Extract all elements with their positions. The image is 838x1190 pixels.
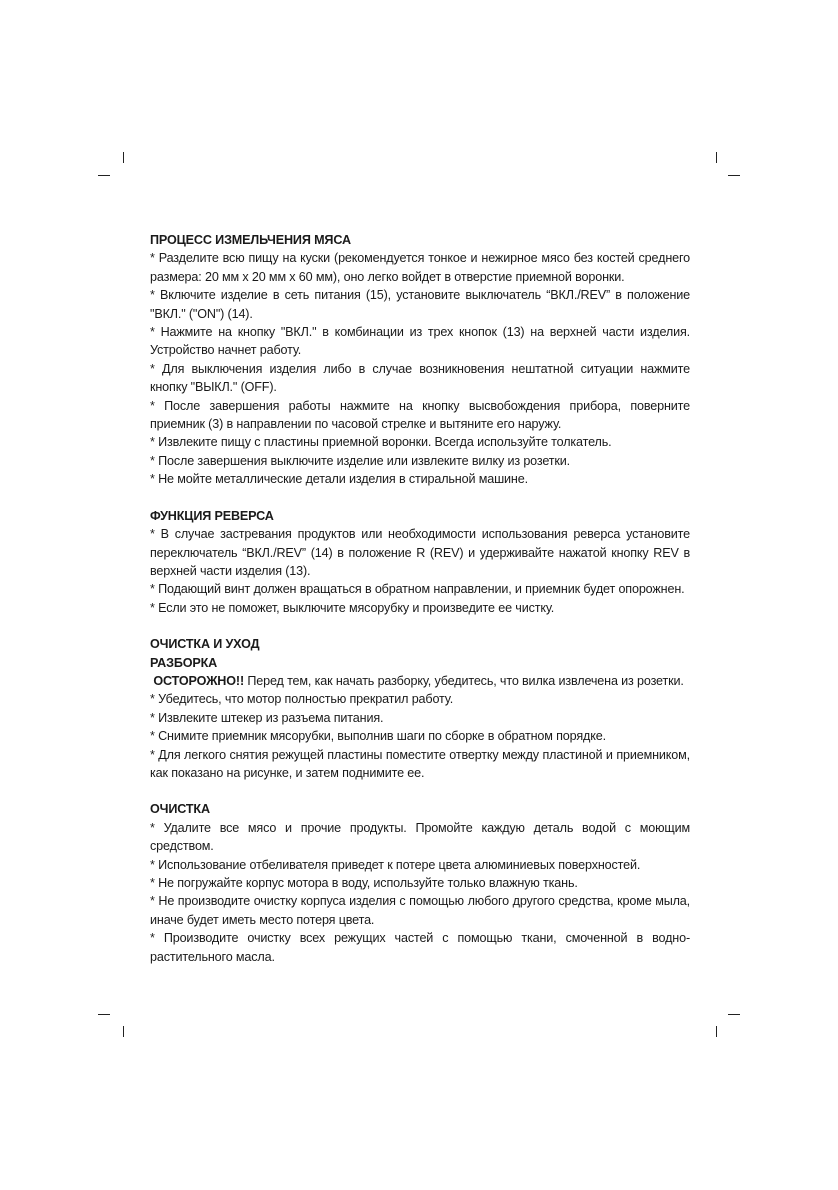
section-title: ОЧИСТКА И УХОД [150, 637, 260, 652]
list-item: * Для легкого снятия режущей пластины поместите отвертку между пластиной и приемником, как показано на рисунке, и затем поднимите ее. [150, 747, 690, 780]
document-body [150, 231, 690, 966]
crop-mark-bottom-left-horizontal [98, 1014, 110, 1015]
list-item: * Извлеките штекер из разъема питания. [150, 710, 384, 725]
list-item: * Производите очистку всех режущих частей с помощью ткани, смоченной в водно-растительного масла. [150, 931, 690, 964]
section-meat-grinding [150, 231, 690, 489]
section-spacer [150, 489, 690, 507]
section-spacer [150, 617, 690, 635]
warning-label: ОСТОРОЖНО!! [153, 673, 244, 688]
list-item: * Снимите приемник мясорубки, выполнив шаги по сборке в обратном порядке. [150, 729, 606, 744]
section-cleaning-care [150, 635, 690, 782]
section-title: ПРОЦЕСС ИЗМЕЛЬЧЕНИЯ МЯСА [150, 233, 351, 247]
section-spacer [150, 782, 690, 800]
list-item: * После завершения работы нажмите на кнопку высвобождения прибора, поверните приемник (3) в направлении по часовой стрелке и вытяните его наружу. [150, 398, 690, 432]
list-item: * Разделите всю пищу на куски (рекомендуется тонкое и нежирное мясо без костей среднего размера: 20 мм х 20 мм х 60 мм), оно легко войдет в отверстие приемной воронки. [150, 251, 690, 284]
list-item: * Удалите все мясо и прочие продукты. Промойте каждую деталь водой с моющим средством. [150, 820, 690, 854]
crop-mark-top-left-horizontal [98, 175, 110, 176]
list-item: * Использование отбеливателя приведет к потере цвета алюминиевых поверхностей. [150, 857, 641, 872]
list-item: * Если это не поможет, выключите мясорубку и произведите ее чистку. [150, 600, 555, 615]
section-subtitle: РАЗБОРКА [150, 655, 218, 670]
crop-mark-bottom-left-vertical [123, 1026, 124, 1037]
warning-line [150, 672, 690, 690]
crop-mark-top-left-vertical [123, 152, 124, 163]
section-cleaning [150, 800, 690, 966]
list-item: * Подающий винт должен вращаться в обратном направлении, и приемник будет опорожнен. [150, 582, 685, 597]
crop-mark-top-right-vertical [716, 152, 717, 163]
list-item: * После завершения выключите изделие или извлеките вилку из розетки. [150, 453, 571, 468]
list-item: * Не погружайте корпус мотора в воду, используйте только влажную ткань. [150, 876, 578, 890]
list-item: * Не производите очистку корпуса изделия с помощью любого другого средства, кроме мыла, иначе будет иметь место потеря цвета. [150, 894, 690, 927]
crop-mark-bottom-right-horizontal [728, 1014, 740, 1015]
section-title: ФУНКЦИЯ РЕВЕРСА [150, 508, 274, 523]
list-item: * Для выключения изделия либо в случае возникновения нештатной ситуации нажмите кнопку "ВЫКЛ." (OFF). [150, 361, 690, 395]
list-item: * Извлеките пищу с пластины приемной воронки. Всегда используйте толкатель. [150, 435, 612, 450]
list-item: * Не мойте металлические детали изделия в стиральной машине. [150, 472, 528, 487]
section-reverse-function [150, 507, 690, 617]
list-item: * Включите изделие в сеть питания (15), установите выключатель “ВКЛ./REV” в положение "ВКЛ." ("ON") (14). [150, 288, 690, 321]
list-item: * В случае застревания продуктов или необходимости использования реверса установите переключатель “ВКЛ./REV” (14) в положение R (REV) и удерживайте нажатой кнопку REV в верхней части изделия (13). [150, 527, 690, 578]
section-title: ОЧИСТКА [150, 802, 210, 817]
list-item: * Нажмите на кнопку "ВКЛ." в комбинации из трех кнопок (13) на верхней части изделия. Устройство начнет работу. [150, 325, 690, 358]
list-item: * Убедитесь, что мотор полностью прекратил работу. [150, 692, 454, 707]
warning-text: Перед тем, как начать разборку, убедитесь, что вилка извлечена из розетки. [244, 673, 684, 688]
crop-mark-bottom-right-vertical [716, 1026, 717, 1037]
crop-mark-top-right-horizontal [728, 175, 740, 176]
